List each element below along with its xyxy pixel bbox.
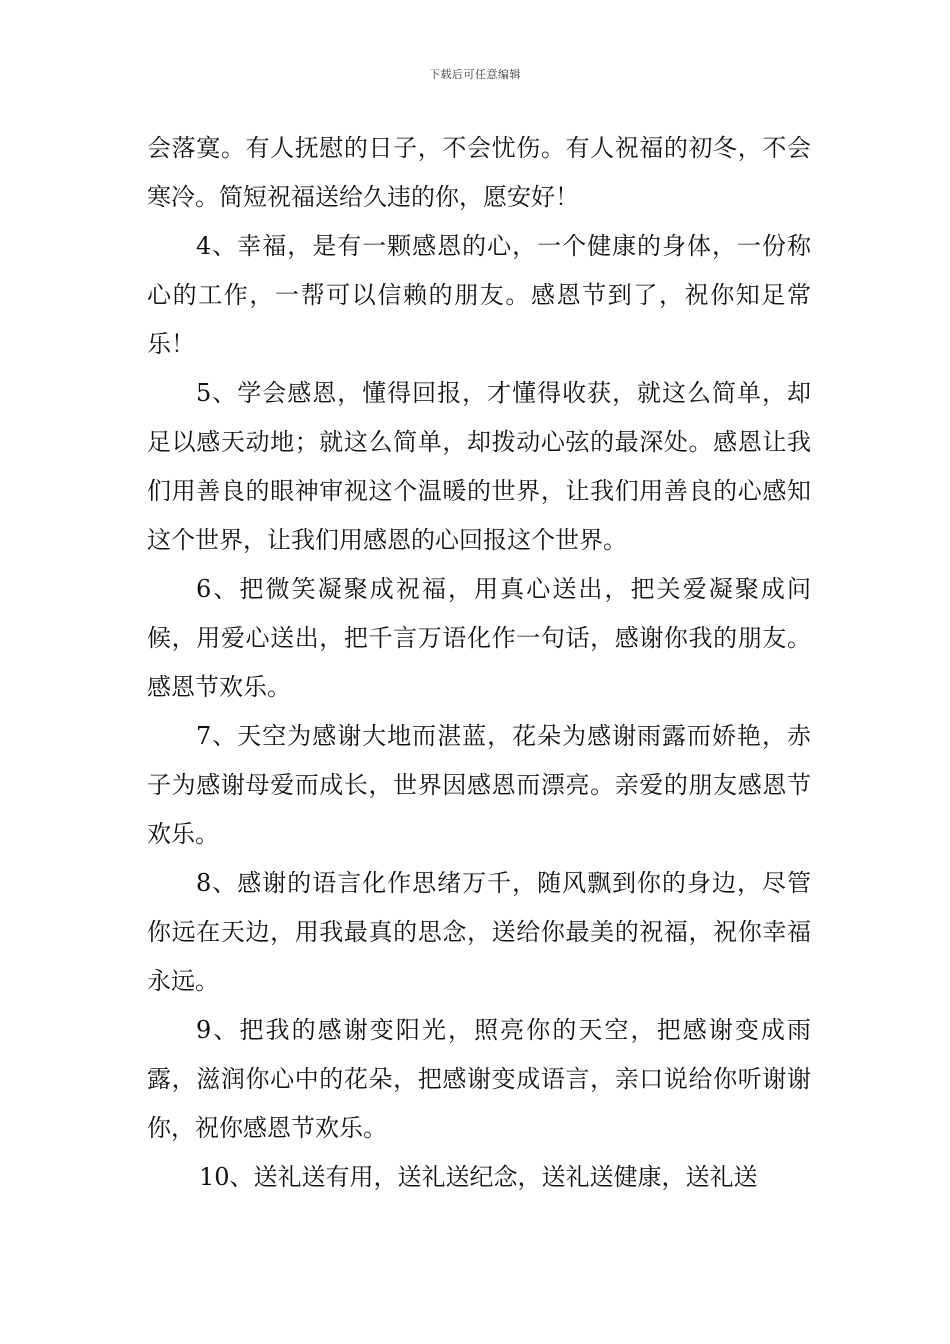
paragraph-item-6: 6、把微笑凝聚成祝福，用真心送出，把关爱凝聚成问候，用爱心送出，把千言万语化作一句话，感谢你我的朋友。感恩节欢乐。	[147, 575, 811, 701]
paragraph-item-9: 9、把我的感谢变阳光，照亮你的天空，把感谢变成雨露，滋润你心中的花朵，把感谢变成语言，亲口说给你听谢谢你，祝你感恩节欢乐。	[147, 1016, 811, 1142]
paragraph-item-8: 8、感谢的语言化作思绪万千，随风飘到你的身边，尽管你远在天边，用我最真的思念，送给你最美的祝福，祝你幸福永远。	[147, 869, 811, 995]
paragraph-item-5: 5、学会感恩，懂得回报，才懂得收获，就这么简单，却足以感天动地；就这么简单，却拨动心弦的最深处。感恩让我们用善良的眼神审视这个温暖的世界，让我们用善良的心感知这个世界，让我们用感恩的心回报这个世界。	[147, 379, 811, 554]
paragraph-continuation: 会落寞。有人抚慰的日子，不会忧伤。有人祝福的初冬，不会寒冷。简短祝福送给久违的你，愿安好！	[147, 134, 811, 211]
paragraph-item-7: 7、天空为感谢大地而湛蓝，花朵为感谢雨露而娇艳，赤子为感谢母爱而成长，世界因感恩而漂亮。亲爱的朋友感恩节欢乐。	[147, 722, 811, 848]
paragraph-item-10: 10、送礼送有用，送礼送纪念，送礼送健康，送礼送	[199, 1163, 758, 1191]
page-header: 下载后可任意编辑	[429, 68, 521, 81]
paragraph-item-4: 4、幸福，是有一颗感恩的心，一个健康的身体，一份称心的工作，一帮可以信赖的朋友。感恩节到了，祝你知足常乐！	[147, 232, 811, 358]
document-body	[147, 124, 811, 1202]
